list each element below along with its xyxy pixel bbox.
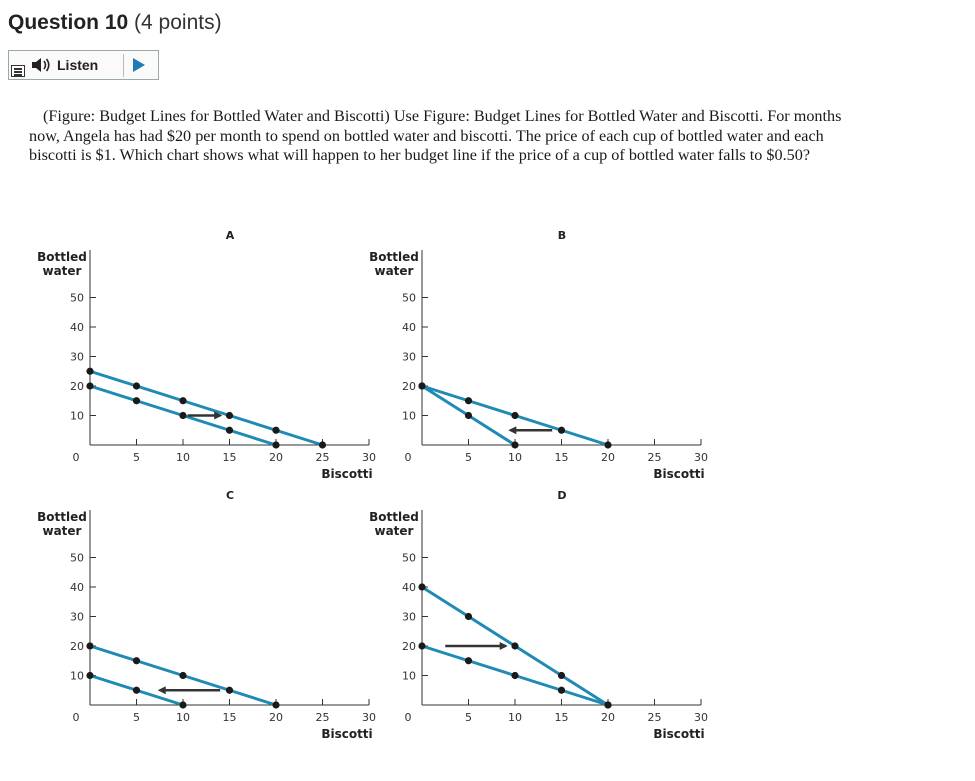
y-tick-label: 50 (70, 291, 84, 305)
chart-title: A (225, 229, 235, 242)
data-point (558, 427, 565, 434)
x-tick-label: 15 (222, 451, 237, 464)
data-point (86, 672, 93, 679)
x-tick-label: 20 (601, 451, 615, 464)
data-point (86, 382, 93, 389)
y-tick-label: 40 (70, 581, 84, 594)
data-point (418, 382, 425, 389)
x-tick-label: 25 (647, 451, 662, 464)
y-tick-label: 50 (402, 551, 416, 565)
data-point (179, 701, 186, 708)
y-axis-label: water (42, 264, 82, 278)
y-tick-label: 20 (402, 640, 416, 653)
origin-label: 0 (404, 451, 412, 464)
x-tick-label: 15 (554, 711, 569, 724)
data-point (558, 687, 565, 694)
data-point (604, 701, 611, 708)
y-tick-label: 40 (402, 581, 416, 594)
x-axis-label: Biscotti (321, 467, 373, 481)
y-tick-label: 20 (70, 640, 84, 653)
y-tick-label: 40 (402, 321, 416, 334)
x-tick-label: 5 (133, 451, 140, 464)
y-tick-label: 40 (70, 321, 84, 334)
listen-label: Listen (57, 57, 99, 73)
data-point (179, 412, 186, 419)
x-tick-label: 25 (315, 451, 330, 464)
y-tick-label: 30 (402, 610, 416, 624)
data-point (558, 672, 565, 679)
y-tick-label: 30 (70, 610, 84, 624)
question-text: (Figure: Budget Lines for Bottled Water and Biscotti) Use Figure: Budget Lines for Bottled Water and Biscotti. For months now, Angela has had $20 per month to spend on bottled water and biscotti. The price of each cup of bottled water and each biscotti is $1. Which chart shows what will happen to her budget line if the price of a cup of bottled water falls to $0.50? (29, 107, 842, 164)
data-point (465, 412, 472, 419)
x-axis-label: Biscotti (321, 727, 373, 741)
y-axis-label: water (42, 524, 82, 538)
x-tick-label: 25 (315, 711, 330, 724)
x-tick-label: 5 (465, 451, 472, 464)
data-point (133, 687, 140, 694)
y-axis-label: Bottled (369, 510, 419, 524)
origin-label: 0 (72, 451, 80, 464)
data-point (86, 642, 93, 649)
x-tick-label: 10 (508, 711, 522, 724)
y-axis-label: Bottled (369, 250, 419, 264)
x-tick-label: 10 (176, 451, 190, 464)
x-tick-label: 10 (508, 451, 522, 464)
data-point (133, 397, 140, 404)
data-point (418, 583, 425, 590)
data-point (319, 441, 326, 448)
y-axis-label: water (374, 264, 414, 278)
x-tick-label: 20 (269, 711, 283, 724)
x-tick-label: 30 (362, 451, 376, 464)
data-point (604, 441, 611, 448)
data-point (511, 441, 518, 448)
data-point (272, 441, 279, 448)
x-tick-label: 30 (694, 451, 708, 464)
x-tick-label: 20 (601, 711, 615, 724)
y-axis-label: Bottled (37, 510, 87, 524)
x-tick-label: 25 (647, 711, 662, 724)
x-tick-label: 5 (133, 711, 140, 724)
y-axis-label: Bottled (37, 250, 87, 264)
data-point (226, 427, 233, 434)
data-point (179, 397, 186, 404)
chart-title: C (225, 489, 235, 502)
data-point (511, 672, 518, 679)
data-point (511, 642, 518, 649)
x-axis-label: Biscotti (653, 467, 705, 481)
data-point (226, 412, 233, 419)
data-point (179, 672, 186, 679)
question-points: (4 points) (134, 11, 222, 34)
budget-line (90, 371, 323, 445)
x-tick-label: 15 (222, 711, 237, 724)
y-tick-label: 10 (402, 409, 416, 423)
data-point (418, 642, 425, 649)
y-axis-label: water (374, 524, 414, 538)
chart-title: D (557, 489, 567, 502)
y-tick-label: 20 (402, 380, 416, 393)
y-tick-label: 10 (70, 409, 84, 423)
y-tick-label: 30 (70, 350, 84, 364)
x-tick-label: 15 (554, 451, 569, 464)
data-point (226, 687, 233, 694)
question-number: Question 10 (8, 11, 129, 34)
x-tick-label: 30 (694, 711, 708, 724)
y-tick-label: 10 (402, 669, 416, 683)
data-point (86, 368, 93, 375)
chart-title: B (557, 229, 567, 242)
y-tick-label: 20 (70, 380, 84, 393)
x-tick-label: 10 (176, 711, 190, 724)
data-point (465, 397, 472, 404)
y-tick-label: 10 (70, 669, 84, 683)
data-point (272, 427, 279, 434)
data-point (133, 382, 140, 389)
data-point (272, 701, 279, 708)
data-point (133, 657, 140, 664)
y-tick-label: 50 (402, 291, 416, 305)
x-tick-label: 5 (465, 711, 472, 724)
origin-label: 0 (72, 711, 80, 724)
origin-label: 0 (404, 711, 412, 724)
data-point (465, 613, 472, 620)
x-axis-label: Biscotti (653, 727, 705, 741)
y-tick-label: 30 (402, 350, 416, 364)
data-point (465, 657, 472, 664)
y-tick-label: 50 (70, 551, 84, 565)
x-tick-label: 30 (362, 711, 376, 724)
data-point (511, 412, 518, 419)
x-tick-label: 20 (269, 451, 283, 464)
